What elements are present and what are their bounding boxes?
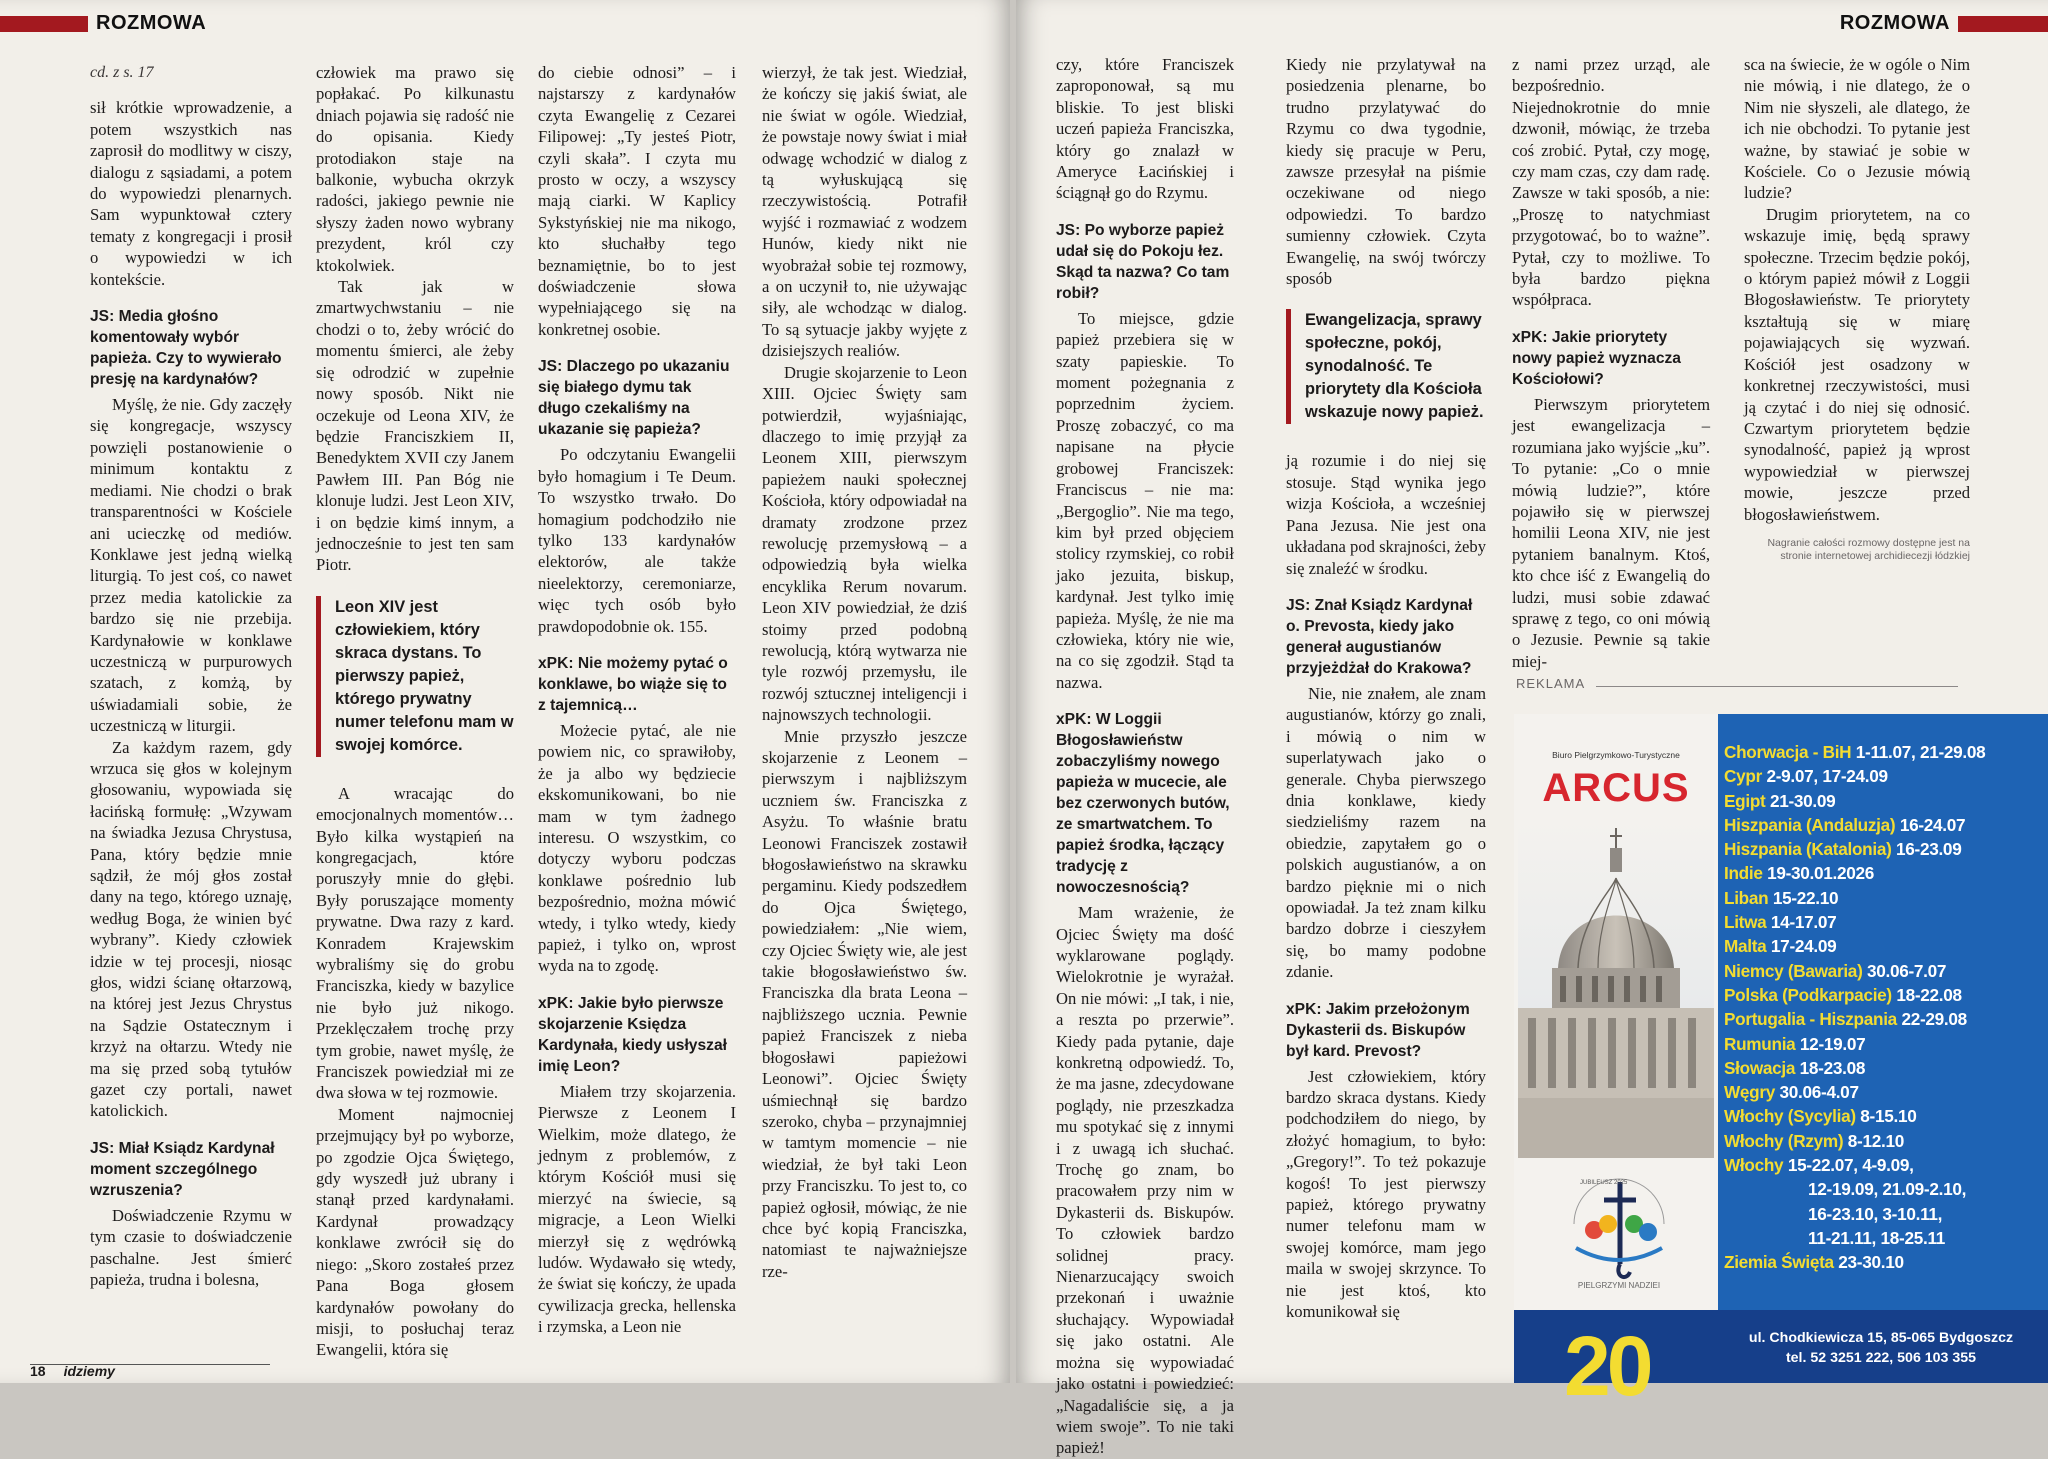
section-color-bar xyxy=(1958,16,2048,32)
destination-row[interactable]: Hiszpania (Andaluzja) 16-24.07 xyxy=(1724,814,1966,835)
article-column-7 xyxy=(1512,54,1710,672)
paragraph: Drugie skojarzenie to Leon XIII. Ojciec Święty sam potwierdził, wyjaśniając, dlaczego to imię przyjął za Leonem XIII, pierwszym papieżem nauki społecznej Kościoła, który odpowiadał na dramaty zrodzone przez rewolucję przemysłową – a odpowiedzią była wielka encyklika Rerum novarum. Leon XIV powiedział, że dziś stoimy przed podobną rewolucją, którą wytwarza nie tyle rozwój przemysłu, ile rozwój sztucznej inteligencji i najnowszych technologii. xyxy=(762,362,967,725)
paragraph: Moment najmocniej przejmujący był po wyborze, po zgodzie Ojca Świętego, gdy wyszedł już ubrany i stanął przed kardynałami. Kardynał prowadzący konklawe zwrócił się do niego: „Skoro zostałeś przez Pana Boga głosem kardynałów powołany do misji, to posłuchaj teraz Ewangelii, która się xyxy=(316,1104,514,1360)
destination-row[interactable]: Portugalia - Hiszpania 22-29.08 xyxy=(1724,1009,1967,1030)
destination-row[interactable]: Włochy (Sycylia) 8-15.10 xyxy=(1724,1106,1917,1127)
destination-row[interactable]: Litwa 14-17.07 xyxy=(1724,912,1837,933)
jubilee-logo-bottom-text: PIELGRZYMI NADZIEI xyxy=(1577,1281,1661,1290)
pull-quote: Ewangelizacja, sprawy społeczne, pokój, synodalność. Te priorytety dla Kościoła wskazuje nowy papież. xyxy=(1286,309,1486,424)
continuation-note: cd. z s. 17 xyxy=(90,64,154,81)
destination-row[interactable]: Chorwacja - BiH 1-11.07, 21-29.08 xyxy=(1724,742,1986,762)
folio xyxy=(30,1363,115,1379)
destination-row[interactable]: Niemcy (Bawaria) 30.06-7.07 xyxy=(1724,960,1947,981)
interview-question: xPK: Jakim przełożonym Dykasterii ds. Biskupów był kard. Prevost? xyxy=(1286,1000,1470,1060)
destination-row[interactable]: Indie 19-30.01.2026 xyxy=(1724,863,1875,884)
paragraph: Doświadczenie Rzymu w tym czasie to doświadczenie paschalne. Jest śmierć papieża, trudna i bolesna, xyxy=(90,1205,292,1290)
interview-question: JS: Dlaczego po ukazaniu się białego dymu tak długo czekaliśmy na ukazanie się papieża? xyxy=(538,358,730,439)
section-label-text: ROZMOWA xyxy=(96,12,207,34)
article-column-3 xyxy=(538,62,736,1338)
paragraph: Nie, nie znałem, ale znam augustianów, którzy go znali, i mówią o nim w superlatywach jako o generale. Chyba pierwszego dnia konklawe, kiedy siedzieliśmy razem na obiedzie, zapytałem go o polskich augustianów, a on bardzo pięknie mi o nich opowiadał. Ja też znam kilku bardzo dobrze i cieszyłem się, bo mamy podobne zdanie. xyxy=(1286,683,1486,982)
paragraph: z nami przez urząd, ale bezpośrednio. Niejednokrotnie do mnie dzwonił, mówiąc, że trzeba coś zrobić. Pytał, czy mogę, czy mam czas, czy dam radę. Zawsze w taki sposób, a nie: „Proszę to natychmiast przygotować, bo to ważne”. Pytał, czy to możliwe. To była bardzo piękna współpraca. xyxy=(1512,55,1710,310)
pull-quote: Leon XIV jest człowiekiem, który skraca dystans. To pierwszy papież, którego prywatny numer telefonu mam w swojej komórce. xyxy=(316,596,514,757)
paragraph: czy, które Franciszek zaproponował, są mu bliskie. To jest bliski uczeń papieża Franciszka, który go znalazł w Ameryce Łacińskiej i ściągnął go do Rzymu. xyxy=(1056,55,1234,203)
paragraph: Za każdym razem, gdy wrzuca się głos w kolejnym głosowaniu, wypowiada się łacińską formułę: „Wzywam na świadka Jezusa Chrystusa, Pana, który będzie mnie sądził, że mój głos został dany na tego, którego uznaję, według Boga, że winien być wybrany”. Kiedy człowiek idzie w tej procesji, niosąc głos, widzi ścianę ołtarzową, na której jest Jezus Chrystus na Sądzie Ostatecznym i krzyż na ołtarzu. Wtedy nie ma się przed sobą tytułów gazet czy portali, nawet katolickich. xyxy=(90,737,292,1121)
paragraph: sił krótkie wprowadzenie, a potem wszystkich nas zaprosił do modlitwy w ciszy, dialogu z sąsiadami, a potem do wypowiedzi plenarnych. Sam wypunktował cztery tematy z kongregacji i prosił o wypowiedzi w ich kontekście. xyxy=(90,98,292,289)
destination-row[interactable]: Węgry 30.06-4.07 xyxy=(1724,1082,1859,1103)
destination-row[interactable]: Cypr 2-9.07, 17-24.09 xyxy=(1724,766,1888,787)
ad-contact xyxy=(1724,1328,2038,1368)
paragraph: wierzył, że tak jest. Wiedział, że kończy się jakiś świat, ale nie świat w ogóle. Wiedział, że powstaje nowy świat i miał odwagę wchodzić w dialog z tą wyłuskującą się rzeczywistością. Potrafił wyjść i rozmawiać z wodzem Hunów, kiedy nikt nie wyobrażał sobie tej rozmowy, a on uczynił to, nie używając siły, ale wchodząc w dialog. To są sytuacje jakby wyjęte z dzisiejszych realiów. xyxy=(762,63,967,361)
section-label xyxy=(1840,12,2048,35)
paragraph: Kiedy nie przylatywał na posiedzenia plenarne, bo trudno przylatywać do Rzymu co dwa tygodnie, kiedy się pracuje w Peru, zawsze przesyłał na piśmie oczekiwane od niego odpowiedzi. To bardzo sumienny człowiek. Czyta Ewangelię, na swój twórczy sposób xyxy=(1286,55,1486,289)
interview-question: xPK: Jakie było pierwsze skojarzenie Księdza Kardynała, kiedy usłyszał imię Leon? xyxy=(538,994,727,1075)
ad-label-rule xyxy=(1596,686,1958,687)
destination-row[interactable]: Egipt 21-30.09 xyxy=(1724,790,1836,811)
destination-row[interactable]: Ziemia Święta 23-30.10 xyxy=(1724,1252,1904,1273)
destination-row[interactable]: Malta 17-24.09 xyxy=(1724,936,1837,957)
paragraph: Pierwszym priorytetem jest ewangelizacja – rozumiana jako wyjście „ku”. To pytanie: „Co o mnie mówią ludzie?”, które pojawiło się w pierwszej homilii Leona XIV, nie jest pytaniem banalnym. Ktoś, kto chce iść z Ewangelią do ludzi, musi sobie zdawać sprawę z tego, co oni mówią o Jezusie. Pewnie są takie miej- xyxy=(1512,394,1710,671)
ad-phone: tel. 52 3251 222, 506 103 355 xyxy=(1785,1350,1977,1366)
anniversary-20-logo: 20 xyxy=(1564,1319,1650,1413)
interview-question: xPK: Nie możemy pytać o konklawe, bo wiąże się to z tajemnicą… xyxy=(538,654,728,714)
paragraph: człowiek ma prawo się popłakać. Po kilkunastu dniach pojawia się radość nie do opisania. Kiedy protodiakon staje na balkonie, wybucha okrzyk radości, jakiego pewnie nie słyszy żaden nowo wybrany prezydent, król czy ktokolwiek. xyxy=(316,63,514,275)
ad-address: ul. Chodkiewicza 15, 85-065 Bydgoszcz xyxy=(1748,1330,2014,1346)
destination-extra-dates: 16-23.10, 3-10.11, xyxy=(1808,1203,1943,1224)
interview-question: JS: Znał Ksiądz Kardynał o. Prevosta, kiedy jako generał augustianów przyjeżdżał do Krakowa? xyxy=(1286,596,1473,677)
destination-row[interactable]: Liban 15-22.10 xyxy=(1724,887,1839,908)
destination-row[interactable]: Hiszpania (Katalonia) 16-23.09 xyxy=(1724,839,1962,860)
paragraph: Mnie przyszło jeszcze skojarzenie z Leonem – pierwszym i najbliższym uczniem św. Franciszka z Asyżu. To właśnie bratu Leonowi Franciszek zostawił błogosławieństwo na skrawku pergaminu. Kiedy podszedłem do Ojca Świętego, powiedziałem: „Nie wiem, czy Ojciec Święty wie, ale jest takie błogosławieństwo św. Franciszka dla brata Leona – najbliższego ucznia. Pewnie papież Franciszek z nieba błogosławi papieżowi Leonowi”. Ojciec Święty uśmiechnął się bardzo szeroko, chyba – przynajmniej w tamtym momencie – nie wiedział, że był taki Leon przy Franciszku. To jest to, co papież ogłosił, mówiąc, że nie chce być kopią Franciszka, natomiast te najważniejsze rze- xyxy=(762,726,967,1281)
paragraph: Mam wrażenie, że Ojciec Święty ma dość wyklarowane poglądy. Wielokrotnie je wyrażał. On nie mówi: „I tak, i nie, a reszta po przerwie”. Kiedy pada pytanie, daje konkretną odpowiedź. To, że ma jasne, zdecydowane poglądy, nie przeszkadza mu spotykać się z innymi i z uwagą ich słuchać. Trochę go znam, bo pracowałem przy nim w Dykasterii ds. Biskupów. To człowiek bardzo solidnej pracy. Nienarzucający swoich przekonań i uważnie słuchający. Wypowiadał się jako ostatni. Ale można się wypowiadać jako ostatni i powiedzieć: „Nagadaliście się, a ja wiem swoje”. To nie taki papież! xyxy=(1056,903,1234,1458)
destination-row[interactable]: Włochy (Rzym) 8-12.10 xyxy=(1724,1130,1904,1151)
advertisement[interactable] xyxy=(1514,714,2048,1413)
paragraph: Drugim priorytetem, na co wskazuje imię, będą sprawy społeczne. Trzecim będzie pokój, o którym papież mówił z Loggii Błogosławieństw. Te priorytety kształtują się w miarę pojawiających się wyzwań. Kościół jest osadzony w konkretnej rzeczywistości, musi ją czytać i do niej się odnosić. Czwartym priorytetem będzie synodalność, papież ją wprost wypowiedział w pierwszej mowie, jeszcze przed błogosławieństwem. xyxy=(1744,204,1970,524)
article-column-5 xyxy=(1056,54,1234,1459)
destination-extra-dates: 12-19.09, 21.09-2.10, xyxy=(1808,1179,1967,1200)
paragraph: Tak jak w zmartwychwstaniu – nie chodzi o to, żeby wrócić do momentu śmierci, ale żeby się odrodzić w zupełnie nowy sposób. Nikt nie oczekuje od Leona XIV, że będzie Franciszkiem II, Benedyktem XVII czy Janem Pawłem III. Pan Bóg nie klonuje ludzi. Jest Leon XIV, i on będzie kimś innym, a jednocześnie to jest ten sam Piotr. xyxy=(316,277,514,575)
ad-office-line: Biuro Pielgrzymkowo-Turystyczne xyxy=(1552,750,1680,760)
interview-question: JS: Media głośno komentowały wybór papieża. Czy to wywierało presję na kardynałów? xyxy=(90,308,282,389)
paragraph: sca na świecie, że w ogóle o Nim nie mówią, i nie dlatego, że o Nim nie słyszeli, ale dlatego, że ich nie obchodzi. To pytanie jest ważne, by stawiać je sobie w Kościele. Co o Jezusie mówią ludzie? xyxy=(1744,55,1970,203)
destination-row[interactable]: Słowacja 18-23.08 xyxy=(1724,1057,1866,1078)
paragraph: do ciebie odnosi” – i najstarszy z kardynałów czyta Ewangelię z Cezarei Filipowej: „Ty jesteś Piotr, czyli skała”. I czyta mu prosto w oczy, a wszyscy mają ciarki. W Kaplicy Sykstyńskiej nie ma nikogo, kto słuchałby tego beznamiętnie, bo to jest doświadczenie słowa wypełniającego się na konkretnej osobie. xyxy=(538,63,736,339)
interview-question: xPK: W Loggii Błogosławieństw zobaczyliśmy nowego papieża w mucecie, ale bez czerwonych butów, ze smartwatchem. To papież środka, łączący tradycję z nowoczesnością? xyxy=(1056,711,1230,897)
interview-question: xPK: Jakie priorytety nowy papież wyznacza Kościołowi? xyxy=(1512,328,1681,388)
arcus-logo: ARCUS xyxy=(1542,766,1690,810)
article-column-6 xyxy=(1286,54,1486,1322)
article-column-4 xyxy=(762,62,967,1282)
jubilee-logo-icon xyxy=(1554,1164,1684,1294)
interview-question: JS: Miał Ksiądz Kardynał moment szczególnego wzruszenia? xyxy=(90,1139,275,1199)
interview-question: JS: Po wyborze papież udał się do Pokoju łez. Skąd ta nazwa? Co tam robił? xyxy=(1056,221,1230,302)
paragraph: ją rozumie i do niej się stosuje. Stąd wynika jego wizja Kościoła, a wcześniej Pana Jezusa. Nie jest ona układana pod skrajności, żeby się znaleźć w środku. xyxy=(1286,451,1486,578)
destination-row[interactable]: Włochy 15-22.07, 4-9.09, xyxy=(1724,1155,1914,1176)
destination-list xyxy=(1724,740,2044,1275)
magazine-name: idziemy xyxy=(63,1363,115,1379)
article-column-8 xyxy=(1744,54,1970,563)
destination-row[interactable]: Polska (Podkarpacie) 18-22.08 xyxy=(1724,984,1962,1005)
destination-row[interactable]: Rumunia 12-19.07 xyxy=(1724,1033,1866,1054)
paragraph: Możecie pytać, ale nie powiem nic, co sprawiłoby, że ja albo wy będziecie ekskomunikowani, bo nie mam w tym żadnego interesu. O wszystkim, co dotyczy wyboru podczas konklawe pośrednio lub bezpośrednio, można mówić wtedy, i tylko wtedy, kiedy papież, i tylko on, wprost wyda na to zgodę. xyxy=(538,720,736,976)
section-label-text: ROZMOWA xyxy=(1839,12,1950,34)
section-color-bar xyxy=(0,16,88,32)
paragraph: A wracając do emocjonalnych momentów… Było kilka wystąpień na kongregacjach, które poruszyły mnie do głębi. Były poruszające momenty prywatne. Dwa razy z kard. Konradem Krajewskim wybraliśmy się do grobu Franciszka, kiedy w bazylice nie było już nikogo. Przeklęczałem trochę przy tym grobie, nawet myślę, że Franciszek powiedział mi ze dwa słowa w tej rozmowie. xyxy=(316,783,514,1103)
basilica-dome-icon xyxy=(1518,818,1714,1158)
article-column-1 xyxy=(90,62,292,1291)
jubilee-logo-top-text: JUBILEUSZ 2025 xyxy=(1580,1180,1628,1186)
left-page xyxy=(0,0,1010,1383)
article-column-2 xyxy=(316,62,514,1361)
paragraph: Jest człowiekiem, który bardzo skraca dystans. Kiedy podchodziłem do niego, by złożyć homagium, to było: „Gregory!”. To też pokazuje kogoś! To jest pierwszy papież, którego prywatny numer telefonu mam w swojej komórce, mam jego maila w swojej skrzynce. To nie jest ktoś, kto komunikował się xyxy=(1286,1066,1486,1322)
paragraph: Myślę, że nie. Gdy zaczęły się kongregacje, wszyscy powzięli postanowienie o minimum kontaktu z mediami. Nie chodzi o brak transparentności w Kościele ani ucieczkę od mediów. Konklawe jest jedną wielką liturgią. To jest coś, co nawet przez media katolickie za bardzo się nie przebija. Kardynałowie w konklawe uczestniczą w purpurowych szatach, z komżą, by uświadamiali sobie, że uczestniczą w liturgii. xyxy=(90,395,292,736)
page-number: 18 xyxy=(30,1363,46,1379)
paragraph: To miejsce, gdzie papież przebiera się w szaty papieskie. To moment pożegnania z poprzednim życiem. Proszę zobaczyć, co ma napisane na płycie grobowej Franciszek: Franciscus – nie ma: „Bergoglio”. Nie ma tego, kim był przed objęciem stolicy rzymskiej, co robił jako jezuita, biskup, kardynał. Jest tylko imię papieża. Myślę, że nie ma człowieka, który nie wie, na co się zgodził. Stąd ta nazwa. xyxy=(1056,308,1234,692)
destination-extra-dates: 11-21.11, 18-25.11 xyxy=(1808,1227,1946,1248)
section-label xyxy=(0,12,206,35)
recording-credit: Nagranie całości rozmowy dostępne jest na stronie internetowej archidiecezji łódzkiej xyxy=(1767,536,1970,562)
paragraph: Miałem trzy skojarzenia. Pierwsze z Leonem I Wielkim, może dlatego, że jednym z problemów, z którym Kościół musi się mierzyć na świecie, są migracje, a Leon Wielki mierzył się z wędrówką ludów. Wydawało się wtedy, że świat się kończy, że upada cywilizacja grecka, hellenska i rzymska, a Leon nie xyxy=(538,1081,736,1337)
ad-label: REKLAMA xyxy=(1516,676,1586,691)
paragraph: Po odczytaniu Ewangelii było homagium i Te Deum. To wszystko trwało. Do homagium podchodziło nie tylko 133 kardynałów elektorów, ale także nieelektorzy, ceremoniarze, więc tych osób było prawdopodobnie ok. 155. xyxy=(538,445,736,636)
